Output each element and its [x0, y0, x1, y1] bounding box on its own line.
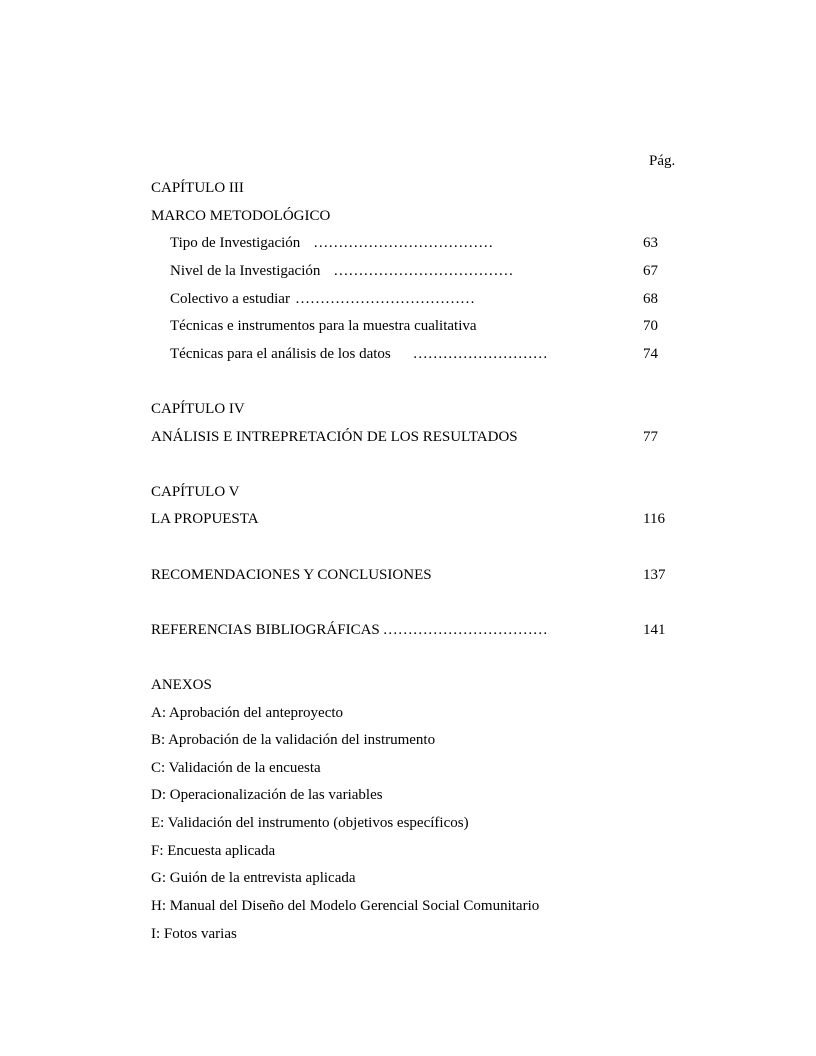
- references-leader: ……………………………: [382, 622, 548, 638]
- chapter-3-subtitle: MARCO METODOLÓGICO: [151, 208, 331, 224]
- toc-item-tecnicas-analisis: [170, 345, 548, 363]
- references-page: 141: [643, 622, 666, 638]
- references-title: REFERENCIAS BIBLIOGRÁFICAS: [151, 622, 380, 638]
- annex-item: F: Encuesta aplicada: [151, 843, 276, 859]
- chapter-4-subtitle: ANÁLISIS E INTREPRETACIÓN DE LOS RESULTADOS: [151, 429, 518, 445]
- toc-item-label: Nivel de la Investigación: [170, 263, 321, 279]
- toc-item-page: 67: [643, 263, 658, 279]
- chapter-4-title: CAPÍTULO IV: [151, 401, 245, 417]
- recommendations-title: RECOMENDACIONES Y CONCLUSIONES: [151, 567, 432, 583]
- toc-item-label: Tipo de Investigación: [170, 235, 301, 251]
- annex-item: A: Aprobación del anteproyecto: [151, 705, 344, 721]
- annex-item: H: Manual del Diseño del Modelo Gerencial Social Comunitario: [151, 898, 540, 914]
- toc-item-page: 70: [643, 318, 658, 334]
- toc-item-leader: ………………………: [412, 346, 548, 362]
- annex-item: B: Aprobación de la validación del instrumento: [151, 732, 436, 748]
- toc-item-leader: ………………………………: [294, 291, 475, 307]
- chapter-3-title: CAPÍTULO III: [151, 180, 244, 196]
- chapter-4-page: 77: [643, 429, 658, 445]
- recommendations-page: 137: [643, 567, 666, 583]
- references-entry: [151, 621, 548, 639]
- toc-item-tecnicas-instrumentos: [170, 317, 477, 335]
- annex-item: G: Guión de la entrevista aplicada: [151, 870, 356, 886]
- toc-item-leader: ………………………………: [333, 263, 514, 279]
- annex-item: E: Validación del instrumento (objetivos específicos): [151, 815, 469, 831]
- toc-item-label: Técnicas para el análisis de los datos: [170, 346, 391, 362]
- toc-item-nivel-investigacion: [170, 262, 513, 280]
- chapter-5-page: 116: [643, 511, 665, 527]
- page-column-header: Pág.: [649, 153, 676, 169]
- chapter-5-title: CAPÍTULO V: [151, 484, 240, 500]
- annexes-title: ANEXOS: [151, 677, 212, 693]
- chapter-5-subtitle: LA PROPUESTA: [151, 511, 259, 527]
- toc-item-label: Colectivo a estudiar: [170, 291, 290, 307]
- annex-item: C: Validación de la encuesta: [151, 760, 321, 776]
- toc-item-page: 63: [643, 235, 658, 251]
- toc-item-page: 74: [643, 346, 658, 362]
- toc-item-tipo-investigacion: [170, 234, 493, 252]
- annex-item: I: Fotos varias: [151, 926, 237, 942]
- toc-item-colectivo: [170, 290, 475, 308]
- toc-item-page: 68: [643, 291, 658, 307]
- annex-item: D: Operacionalización de las variables: [151, 787, 383, 803]
- toc-item-leader: ………………………………: [313, 235, 494, 251]
- toc-item-label: Técnicas e instrumentos para la muestra cualitativa: [170, 318, 477, 334]
